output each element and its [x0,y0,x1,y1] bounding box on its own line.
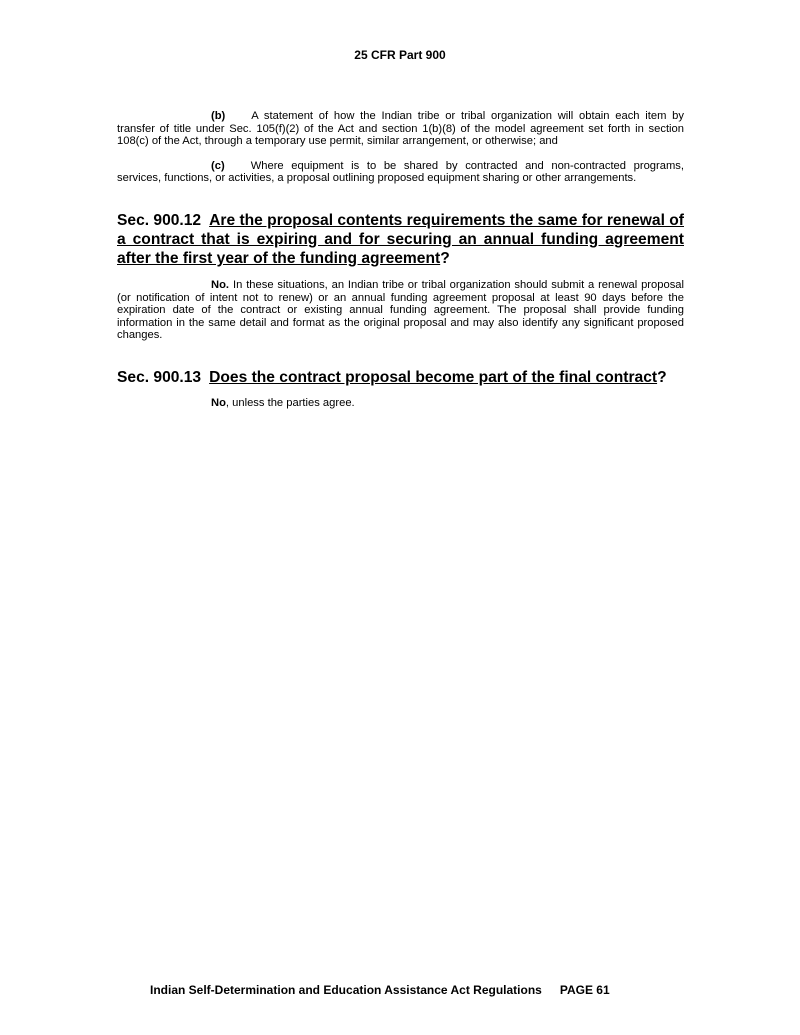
section-900-12-number: Sec. 900.12 [117,211,202,229]
section-900-13-answer [117,397,684,410]
paragraph-c-label: (c) [211,159,225,172]
section-900-12-answer [117,279,684,342]
section-900-12-answer-text: In these situations, an Indian tribe or tribal organization should submit a renewal proposal (or notification of intent not to renew) or an annual funding agreement proposal at least 90 days before the expiration date of the contract or existing annual funding agreement. The proposal shall provide funding information in the same detail and format as the original proposal and may also identify any significant proposed changes. [117,278,684,342]
paragraph-b-label: (b) [211,110,226,122]
section-900-12-title: Are the proposal contents requirements the same for renewal of a contract that is expiring and for securing an annual funding agreement after the first year of the funding agreement [117,211,684,267]
section-900-13-punct: ? [657,368,667,386]
paragraph-b-text: A statement of how the Indian tribe or tribal organization will obtain each item by transfer of title under Sec. 105(f)(2) of the Act and section 1(b)(8) of the model agreement set forth in section 108(c) of the Act, through a temporary use permit, similar arrangement, or otherwise; and [117,110,684,148]
page-footer-title: Indian Self-Determination and Education Assistance Act Regulations [150,983,542,997]
section-900-12-answer-label: No. [211,278,230,291]
paragraph-c-text: Where equipment is to be shared by contracted and non-contracted programs, services, functions, or activities, a proposal outlining proposed equipment sharing or other arrangements. [117,159,684,185]
section-900-13-number: Sec. 900.13 [117,368,202,386]
document-body [117,110,684,410]
paragraph-b [117,110,684,148]
section-900-13-heading [117,368,684,387]
page-number: PAGE 61 [559,983,610,997]
page-header-title: 25 CFR Part 900 [354,48,446,62]
section-900-13-title: Does the contract proposal become part of the final contract [209,368,658,386]
section-900-12-punct: ? [440,249,450,267]
section-900-12-heading [117,211,684,268]
section-900-13-answer-label: No [211,396,226,409]
section-900-13-answer-text: , unless the parties agree. [225,396,355,409]
paragraph-c [117,160,684,185]
page-footer [150,983,610,997]
